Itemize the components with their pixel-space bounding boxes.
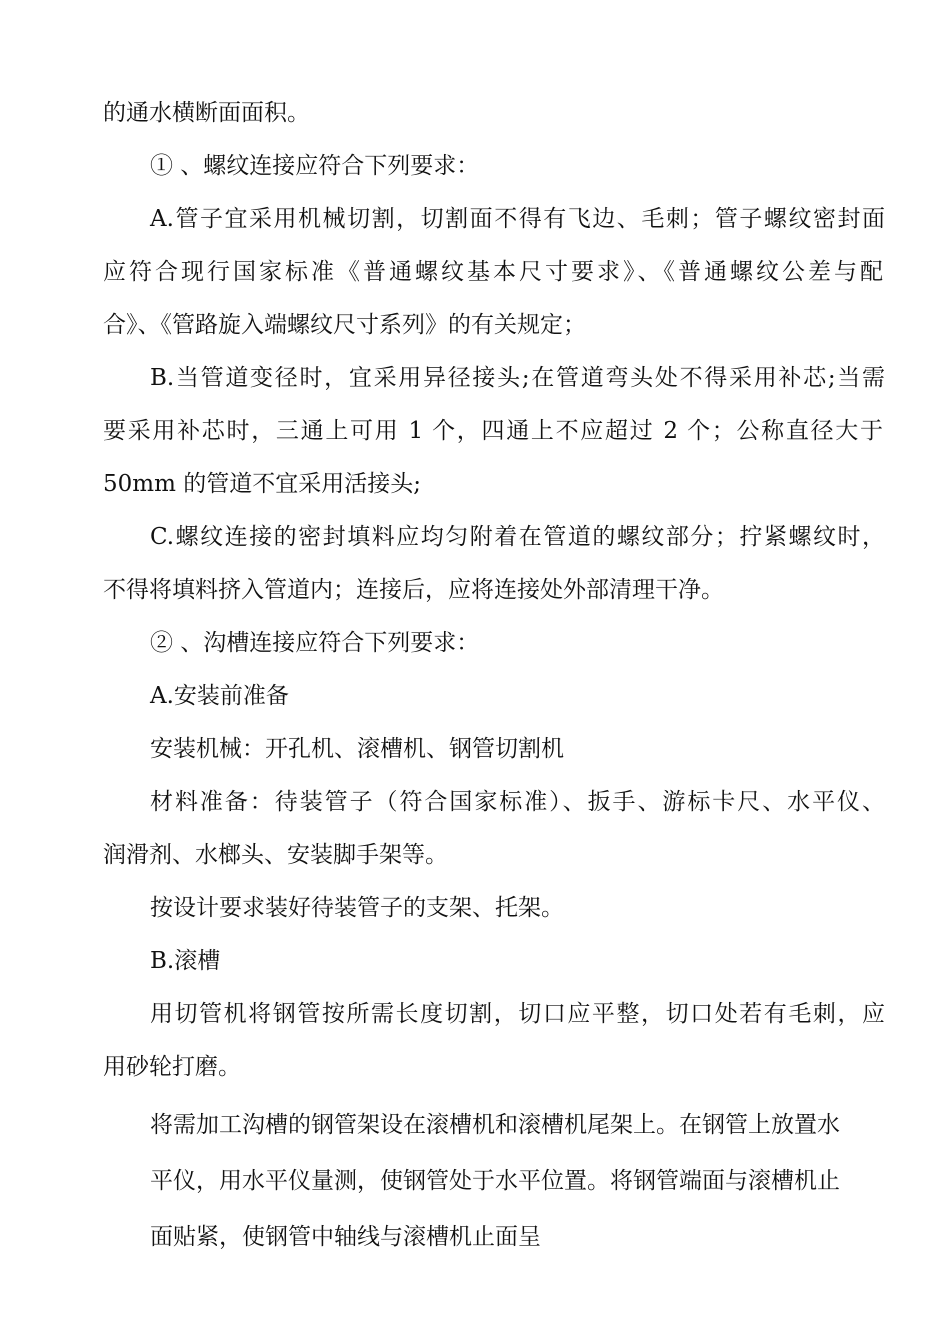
paragraph-line: 50mm 的管道不宜采用活接头; (103, 471, 421, 497)
paragraph-line: 材料准备：待装管子（符合国家标准）、扳手、游标卡尺、水平仪、 (150, 789, 885, 815)
paragraph-line: 应符合现行国家标准《普通螺纹基本尺寸要求》、《普通螺纹公差与配 (103, 259, 883, 285)
paragraph-line: 用砂轮打磨。 (103, 1054, 241, 1080)
paragraph-line: B.当管道变径时，宜采用异径接头;在管道弯头处不得采用补芯;当需 (150, 365, 885, 391)
paragraph-line: 平仪，用水平仪量测，使钢管处于水平位置。将钢管端面与滚槽机止 (150, 1168, 840, 1194)
section-heading-groove: ② 、沟槽连接应符合下列要求： (150, 630, 480, 656)
section-heading-threaded: ① 、螺纹连接应符合下列要求： (150, 153, 480, 179)
paragraph-line: 将需加工沟槽的钢管架设在滚槽机和滚槽机尾架上。在钢管上放置水 (150, 1112, 840, 1138)
paragraph-line: C.螺纹连接的密封填料应均匀附着在管道的螺纹部分；拧紧螺纹时， (150, 524, 885, 550)
paragraph-line: 安装机械：开孔机、滚槽机、钢管切割机 (150, 736, 564, 762)
paragraph-line: 面贴紧，使钢管中轴线与滚槽机止面呈 (150, 1224, 541, 1250)
paragraph-line: 按设计要求装好待装管子的支架、托架。 (150, 895, 564, 921)
paragraph-line: 合》、《管路旋入端螺纹尺寸系列》的有关规定； (103, 312, 586, 338)
paragraph-line: 的通水横断面面积。 (103, 100, 310, 126)
subheading: B.滚槽 (150, 948, 221, 974)
paragraph-line: 用切管机将钢管按所需长度切割，切口应平整，切口处若有毛刺，应 (150, 1001, 885, 1027)
paragraph-line: 不得将填料挤入管道内；连接后，应将连接处外部清理干净。 (103, 577, 724, 603)
paragraph-line: 要采用补芯时，三通上可用 1 个，四通上不应超过 2 个；公称直径大于 (103, 418, 883, 444)
paragraph-line: A.管子宜采用机械切割，切割面不得有飞边、毛刺；管子螺纹密封面 (150, 206, 885, 232)
paragraph-line: 润滑剂、水榔头、安装脚手架等。 (103, 842, 448, 868)
subheading: A.安装前准备 (150, 683, 289, 709)
